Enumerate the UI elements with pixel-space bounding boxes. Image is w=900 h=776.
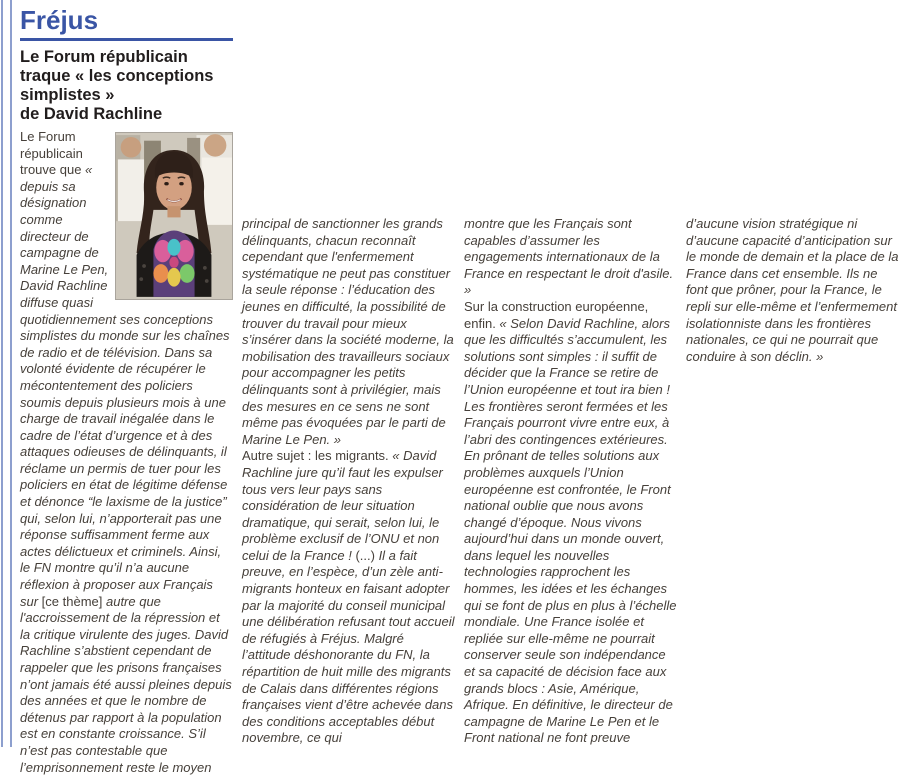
article-columns [20, 6, 897, 776]
headline-line: de David Rachline [20, 105, 163, 123]
column-2 [242, 6, 455, 776]
text-segment: « David Rachline jure qu’il faut les expulser tous vers leur pays sans considération de leur situation dramatique, qui serait, selon lui, le problème exclusif de l’ONU et non celui de la France ! [242, 448, 443, 563]
article-headline [20, 48, 233, 124]
paragraph [686, 216, 899, 365]
text-segment: Sur la construction européenne, enfin. [464, 298, 649, 331]
column-4-text [686, 216, 899, 365]
text-segment: [ce thème] [41, 593, 106, 609]
column-3 [464, 6, 677, 776]
headline-line: Le Forum républicain [20, 48, 188, 66]
text-segment: principal de sanctionner les grands délinquants, chacun reconnaît cependant que l'enfermement systématique ne peut pas constituer la seule réponse : l’éducation des jeunes en difficulté, la possibilité de trouver du travail pour mieux s’insérer dans la société moderne, la mobilisation des travailleurs sociaux pour accompagner les petits délinquants sont à privilégier, mais des mesures en ce sens ne sont même pas évoquées par le parti de Marine Le Pen. » [242, 216, 454, 447]
paragraph [242, 448, 455, 747]
column-4 [686, 6, 899, 776]
portrait-photo-image [116, 133, 232, 299]
text-segment: Le Forum républicain trouve que [20, 129, 86, 178]
left-edge-line-outer [1, 0, 3, 747]
paragraph [464, 299, 677, 747]
text-segment: autre que l'accroissement de la répression et la critique virulente des juges. David Rachline s’abstient cependant de rappeler que les prisons françaises n’ont jamais été aussi pleines depuis des années et que le nombre de détenus par rapport à la population est en constante croissance. S’il n’est pas contestable que l’emprisonnement reste le moyen [20, 593, 232, 775]
text-segment: montre que les Français sont capables d’assumer les engagements internationaux de la France en respectant le droit d'asile. » [464, 216, 674, 298]
section-title-rule [20, 38, 233, 41]
paragraph [242, 216, 455, 448]
column-1-text [20, 129, 233, 776]
headline-line: simplistes » [20, 86, 115, 104]
column-3-text [464, 216, 677, 747]
text-segment: Il a fait preuve, en l’espèce, d’un zèle anti-migrants honteux en faisant adopter par la majorité du conseil municipal une délibération refusant tout accueil de réfugiés à Fréjus. Malgré l’attitude déshonorante du FN, la répartition de huit mille des migrants de Calais dans différentes régions françaises vient d’être achevée dans des conditions acceptables début novembre, ce qui [242, 547, 455, 746]
column-2-text [242, 216, 455, 747]
column-1 [20, 6, 233, 776]
text-segment: (...) [355, 547, 379, 563]
text-segment: Autre sujet : les migrants. [242, 448, 393, 464]
text-segment: d’aucune vision stratégique ni d’aucune capacité d’anticipation sur le monde de demain et la place de la France dans cet ensemble. Ils ne font que prôner, pour la France, le repli sur elle-même et l’enfermement isolationniste dans les frontières nationales, ce qui ne pourrait que conduire à son déclin. » [686, 216, 899, 364]
section-title: Fréjus [20, 5, 99, 35]
article-page [20, 6, 897, 776]
portrait-photo [115, 132, 233, 300]
left-edge-line-inner [10, 0, 12, 747]
text-segment: « depuis sa désignation comme directeur de campagne de Marine Le Pen, David Rachline diffuse quasi quotidiennement ses conceptions simplistes du monde sur les chaînes de radio et de télévision. Dans sa volonté évidente de récupérer le mécontentement des policiers soumis depuis plusieurs mois à une charge de travail inégalée dans le cadre de l’état d’urgence et à des attaques odieuses de délinquants, il réclame un permis de tuer pour les policiers en état de légitime défense et dénonce “le laxisme de la justice” qui, selon lui, n’apporterait pas une réponse suffisamment ferme aux actes délictueux et criminels. Ainsi, le FN montre qu’il n’a aucune réflexion à proposer aux Français sur [20, 162, 230, 609]
text-segment: « Selon David Rachline, alors que les difficultés s’accumulent, les solutions sont simples : il suffit de décider que la France se retire de l’Union européenne et tout ira bien ! Les frontières seront fermées et les Français pourront vivre entre eux, à l’abri des contingences extérieures. En prônant de telles solutions aux problèmes auxquels l’Union européenne est confrontée, le Front national oublie que nous avons changé d’époque. Nous vivons aujourd’hui dans un monde ouvert, dans lequel les nouvelles technologies rapprochent les hommes, les idées et les échanges qui se font de plus en plus à l’échelle mondiale. Une France isolée et repliée sur elle-même ne pourrait conserver seule son indépendance et sa capacité de décision face aux grands blocs : Asie, Amérique, Afrique. En définitive, le directeur de campagne de Marine Le Pen et le Front national ne font preuve [464, 315, 677, 746]
headline-line: traque « les conceptions [20, 67, 214, 85]
paragraph [464, 216, 677, 299]
